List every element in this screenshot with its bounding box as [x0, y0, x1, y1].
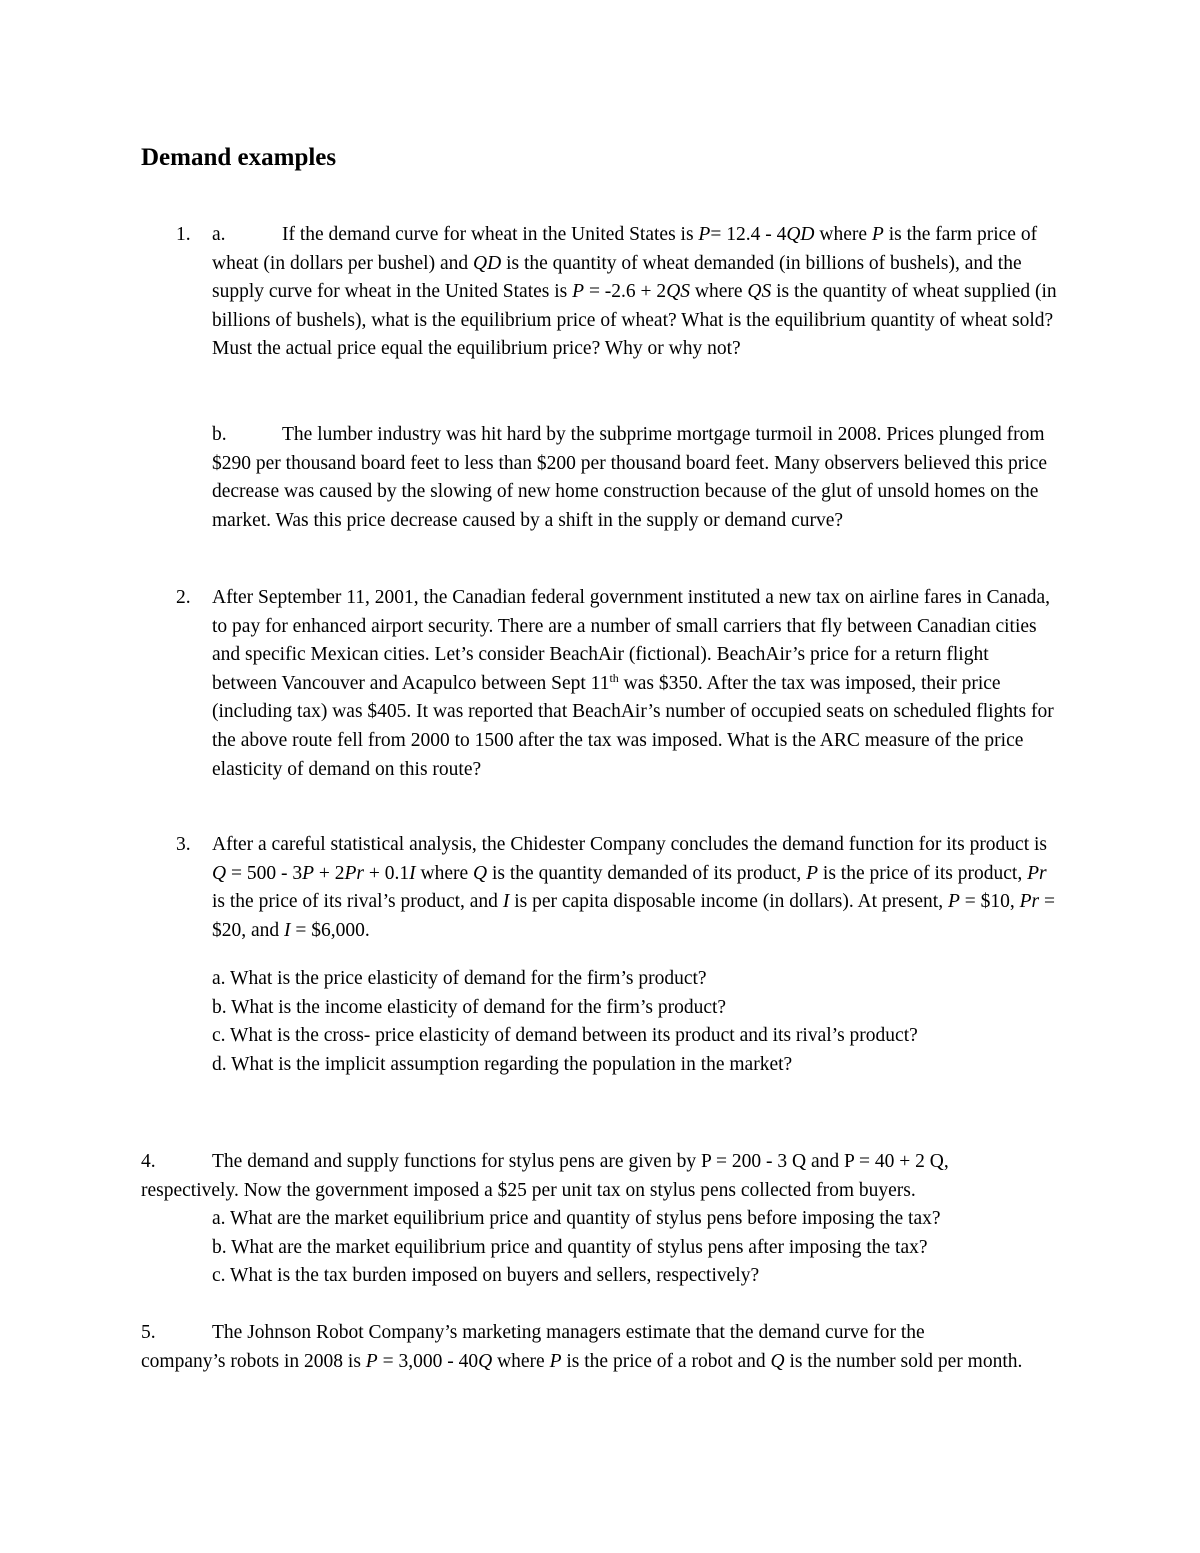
q3-number: 3.: [176, 834, 191, 855]
list-item: a. What are the market equilibrium price and quantity of stylus pens before imposing the tax?: [212, 1208, 941, 1229]
list-item: c. What is the tax burden imposed on buyers and sellers, respectively?: [212, 1265, 760, 1287]
q4-subquestions: [212, 1205, 1072, 1291]
list-item: c. What is the cross- price elasticity of demand between its product and its rival’s product?: [212, 1025, 918, 1047]
q1b-text: The lumber industry was hit hard by the subprime mortgage turmoil in 2008. Prices plunged from $290 per thousand board feet to less than $200 per thousand board feet. Many observers believed this price decrease was caused by the slowing of new home construction because of the glut of unsold homes on the market. Was this price decrease caused by a shift in the supply or demand curve?: [212, 424, 1048, 531]
q5-text: company’s robots in 2008 is P = 3,000 - 40Q where P is the price of a robot and Q is the number sold per month.: [141, 1351, 1023, 1372]
list-item: b. What are the market equilibrium price and quantity of stylus pens after imposing the tax?: [212, 1236, 928, 1258]
q4-line-2: respectively. Now the government imposed a $25 per unit tax on stylus pens collected from buyers.: [141, 1180, 916, 1201]
q1b-label: b.: [212, 424, 227, 445]
q5-line-1: The Johnson Robot Company’s marketing managers estimate that the demand curve for the: [212, 1322, 925, 1343]
q3-text: After a careful statistical analysis, the Chidester Company concludes the demand function for its product is Q = 500 - 3P + 2Pr + 0.1I where Q is the quantity demanded of its product, P is the price of its product, Pr is the price of its rival’s product, and I is per capita disposable income (in dollars). At present, P = $10, Pr = $20, and I = $6,000.: [212, 834, 1055, 941]
q4-line-1: The demand and supply functions for stylus pens are given by P = 200 - 3 Q and P = 40 + 2 Q,: [212, 1151, 949, 1172]
q1-number: 1.: [176, 224, 191, 245]
list-item: d. What is the implicit assumption regarding the population in the market?: [212, 1053, 793, 1075]
list-item: a. What is the price elasticity of demand for the firm’s product?: [212, 968, 707, 989]
q3-subquestions: [212, 965, 1072, 1079]
q2-text: After September 11, 2001, the Canadian federal government instituted a new tax on airline fares in Canada, to pay for enhanced airport security. There are a number of small carriers that fly between Canadian cities and specific Mexican cities. Let’s consider BeachAir (fictional). BeachAir’s price for a return flight between Vancouver and Acapulco between Sept 11th was $350. After the tax was imposed, their price (including tax) was $405. It was reported that BeachAir’s number of occupied seats on scheduled flights for the above route fell from 2000 to 1500 after the tax was imposed. What is the ARC measure of the price elasticity of demand on this route?: [212, 587, 1054, 780]
q4-number: 4.: [141, 1151, 156, 1172]
q2-number: 2.: [176, 587, 191, 608]
q1a-label: a.: [212, 224, 226, 245]
q1a-text: If the demand curve for wheat in the United States is P= 12.4 - 4QD where P is the farm price of wheat (in dollars per bushel) and QD is the quantity of wheat demanded (in billions of bushels), and the supply curve for wheat in the United States is P = -2.6 + 2QS where QS is the quantity of wheat supplied (in billions of bushels), what is the equilibrium price of wheat? What is the equilibrium quantity of wheat sold? Must the actual price equal the equilibrium price? Why or why not?: [212, 224, 1057, 360]
list-item: b. What is the income elasticity of demand for the firm’s product?: [212, 996, 727, 1018]
page-title: Demand examples: [141, 144, 337, 171]
q5-number: 5.: [141, 1322, 156, 1343]
